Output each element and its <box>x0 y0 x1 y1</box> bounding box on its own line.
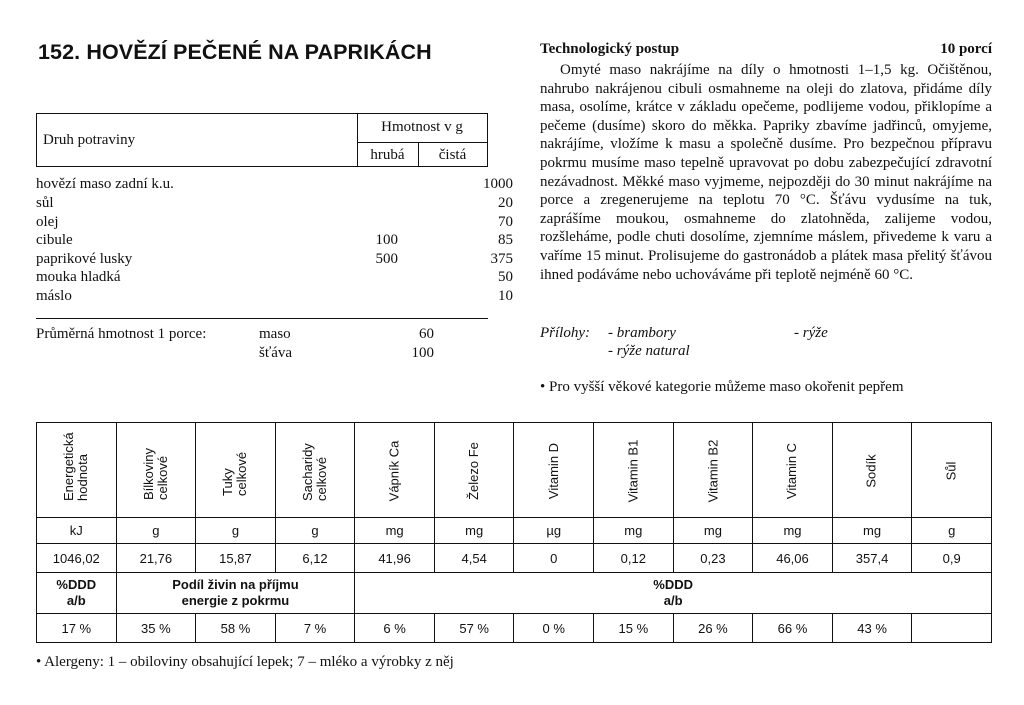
unit-cell: kJ <box>37 518 117 544</box>
ingredient-name: hovězí maso zadní k.u. <box>36 176 174 192</box>
percent-cell: 57 % <box>434 614 514 643</box>
divider <box>36 318 488 319</box>
nutrient-header: Tuky celkové <box>220 451 250 496</box>
ingredient-name: cibule <box>36 232 73 248</box>
nutrition-header-row <box>37 423 992 518</box>
unit-cell: g <box>912 518 992 544</box>
value-cell: 6,12 <box>275 544 355 573</box>
unit-cell: mg <box>434 518 514 544</box>
ingredient-net: 70 <box>498 214 513 230</box>
ingredient-net: 375 <box>490 251 513 267</box>
side-item: - rýže natural <box>608 343 690 359</box>
servings: 10 porcí <box>940 41 992 57</box>
mass-header: Hmotnost v g <box>381 119 463 135</box>
procedure-title: Technologický postup <box>540 41 680 57</box>
procedure-text: Omyté maso nakrájíme na díly o hmotnosti 1–1,5 kg. Očištěnou, nahrubo nakrájenou cibuli osmahneme na oleji do zlatova, přidáme díly masa, osolíme, krátce v základu opečeme, podlijeme vodou, přiklopíme a pečeme (dusíme) skoro do měkka. Papriky zbavíme jadřinců, omyjeme, nakrájíme, vložíme k masu a společně dusíme. Pro bezpečnou přípravu pokrmu musíme maso tepelně upravovat po dobu zabezpečující zdravotní nezávadnost. Měkké maso vyjmeme, nejpozději do 30 minut nakrájíme na porce a zregenerujeme na teplotu 70 °C. Šťávu vydusíme na tuk, zaprášíme moukou, osmahneme do zlatohněda, zalijeme vodou, rozšleháme, podle chuti dosolíme, zjemníme máslem, přivedeme k varu a vaříme 15 minut. Prolisujeme do gastronádob a plátek masa přelitý šťávou ihned podáváme nebo uchováváme při teplotě nejméně 60 °C. <box>540 62 992 283</box>
energy-share-label: Podíl živin na příjmu energie z pokrmu <box>116 573 355 614</box>
ingredient-net: 50 <box>498 269 513 285</box>
ingredient-row <box>36 214 513 233</box>
nutrient-header: Vitamin D <box>545 442 561 499</box>
portion-label: Průměrná hmotnost 1 porce: <box>36 326 207 342</box>
ingredient-name: máslo <box>36 288 72 304</box>
value-cell: 0,12 <box>594 544 674 573</box>
value-cell: 21,76 <box>116 544 196 573</box>
nutrient-header: Vitamin B1 <box>625 439 641 502</box>
value-cell: 15,87 <box>196 544 276 573</box>
value-cell: 4,54 <box>434 544 514 573</box>
value-cell: 357,4 <box>832 544 912 573</box>
nutrient-header: Sacharidy celkové <box>300 443 330 501</box>
percent-cell: 0 % <box>514 614 594 643</box>
unit-cell: g <box>196 518 276 544</box>
percent-cell: 66 % <box>753 614 833 643</box>
nutrient-header: Vápník Ca <box>386 440 402 501</box>
ingredient-table-header <box>36 113 488 167</box>
value-cell: 0,9 <box>912 544 992 573</box>
ingredient-row <box>36 269 513 288</box>
net-header: čistá <box>438 147 467 163</box>
percent-cell: 17 % <box>37 614 117 643</box>
value-cell: 46,06 <box>753 544 833 573</box>
ingredient-net: 10 <box>498 288 513 304</box>
value-cell: 0,23 <box>673 544 753 573</box>
unit-cell: µg <box>514 518 594 544</box>
recipe-title: 152. HOVĚZÍ PEČENÉ NA PAPRIKÁCH <box>38 40 432 64</box>
side-item: - rýže <box>794 325 828 341</box>
ingredient-row <box>36 195 513 214</box>
ingredient-gross: 500 <box>375 251 398 267</box>
percent-cell: 15 % <box>594 614 674 643</box>
portion-item-value: 60 <box>419 326 434 342</box>
portion-item-name: šťáva <box>259 345 293 361</box>
unit-cell: mg <box>594 518 674 544</box>
unit-cell: mg <box>673 518 753 544</box>
percent-cell: 26 % <box>673 614 753 643</box>
percent-cell: 43 % <box>832 614 912 643</box>
ddd-label: %DDD a/b <box>37 573 117 614</box>
unit-cell: g <box>275 518 355 544</box>
ingredient-name: mouka hladká <box>36 269 121 285</box>
value-cell: 41,96 <box>355 544 435 573</box>
unit-cell: mg <box>832 518 912 544</box>
portion-item-name: maso <box>259 326 291 342</box>
unit-cell: mg <box>355 518 435 544</box>
ingredient-name: paprikové lusky <box>36 251 133 267</box>
nutrient-header: Vitamin C <box>784 442 800 499</box>
nutrient-header: Vitamin B2 <box>704 439 720 502</box>
ingredient-name: olej <box>36 214 59 230</box>
ingredient-name: sůl <box>36 195 54 211</box>
ingredient-net: 20 <box>498 195 513 211</box>
nutrient-header: Energetická hodnota <box>61 432 91 501</box>
ingredient-row <box>36 232 513 251</box>
value-cell: 1046,02 <box>37 544 117 573</box>
portion-item-value: 100 <box>411 345 434 361</box>
nutrition-percent-row <box>37 614 992 643</box>
note: • Pro vyšší věkové kategorie můžeme maso okořenit pepřem <box>540 379 904 395</box>
nutrition-unit-row <box>37 518 992 544</box>
ingredient-name-header: Druh potraviny <box>43 132 136 148</box>
nutrition-value-row <box>37 544 992 573</box>
procedure-heading <box>540 41 992 58</box>
nutrient-header: Bílkoviny celkové <box>140 447 170 500</box>
nutrient-header: Sodík <box>864 453 880 488</box>
ingredient-net: 85 <box>498 232 513 248</box>
sides-label: Přílohy: <box>540 325 590 341</box>
nutrition-label-row <box>37 573 992 614</box>
allergens: • Alergeny: 1 – obiloviny obsahující lepek; 7 – mléko a výrobky z něj <box>36 654 454 670</box>
ddd-label-2: %DDD a/b <box>355 573 992 614</box>
ingredient-row <box>36 251 513 270</box>
gross-header: hrubá <box>370 147 405 163</box>
unit-cell: mg <box>753 518 833 544</box>
value-cell: 0 <box>514 544 594 573</box>
ingredient-net: 1000 <box>483 176 513 192</box>
nutrient-header: Sůl <box>943 461 959 480</box>
percent-cell: 58 % <box>196 614 276 643</box>
ingredient-gross: 100 <box>375 232 398 248</box>
percent-cell: 35 % <box>116 614 196 643</box>
percent-cell: 6 % <box>355 614 435 643</box>
unit-cell: g <box>116 518 196 544</box>
nutrient-header: Železo Fe <box>466 441 482 500</box>
percent-cell <box>912 614 992 643</box>
nutrition-table <box>36 422 992 643</box>
ingredient-row <box>36 288 513 307</box>
ingredient-row <box>36 176 513 195</box>
percent-cell: 7 % <box>275 614 355 643</box>
side-item: - brambory <box>608 325 676 341</box>
